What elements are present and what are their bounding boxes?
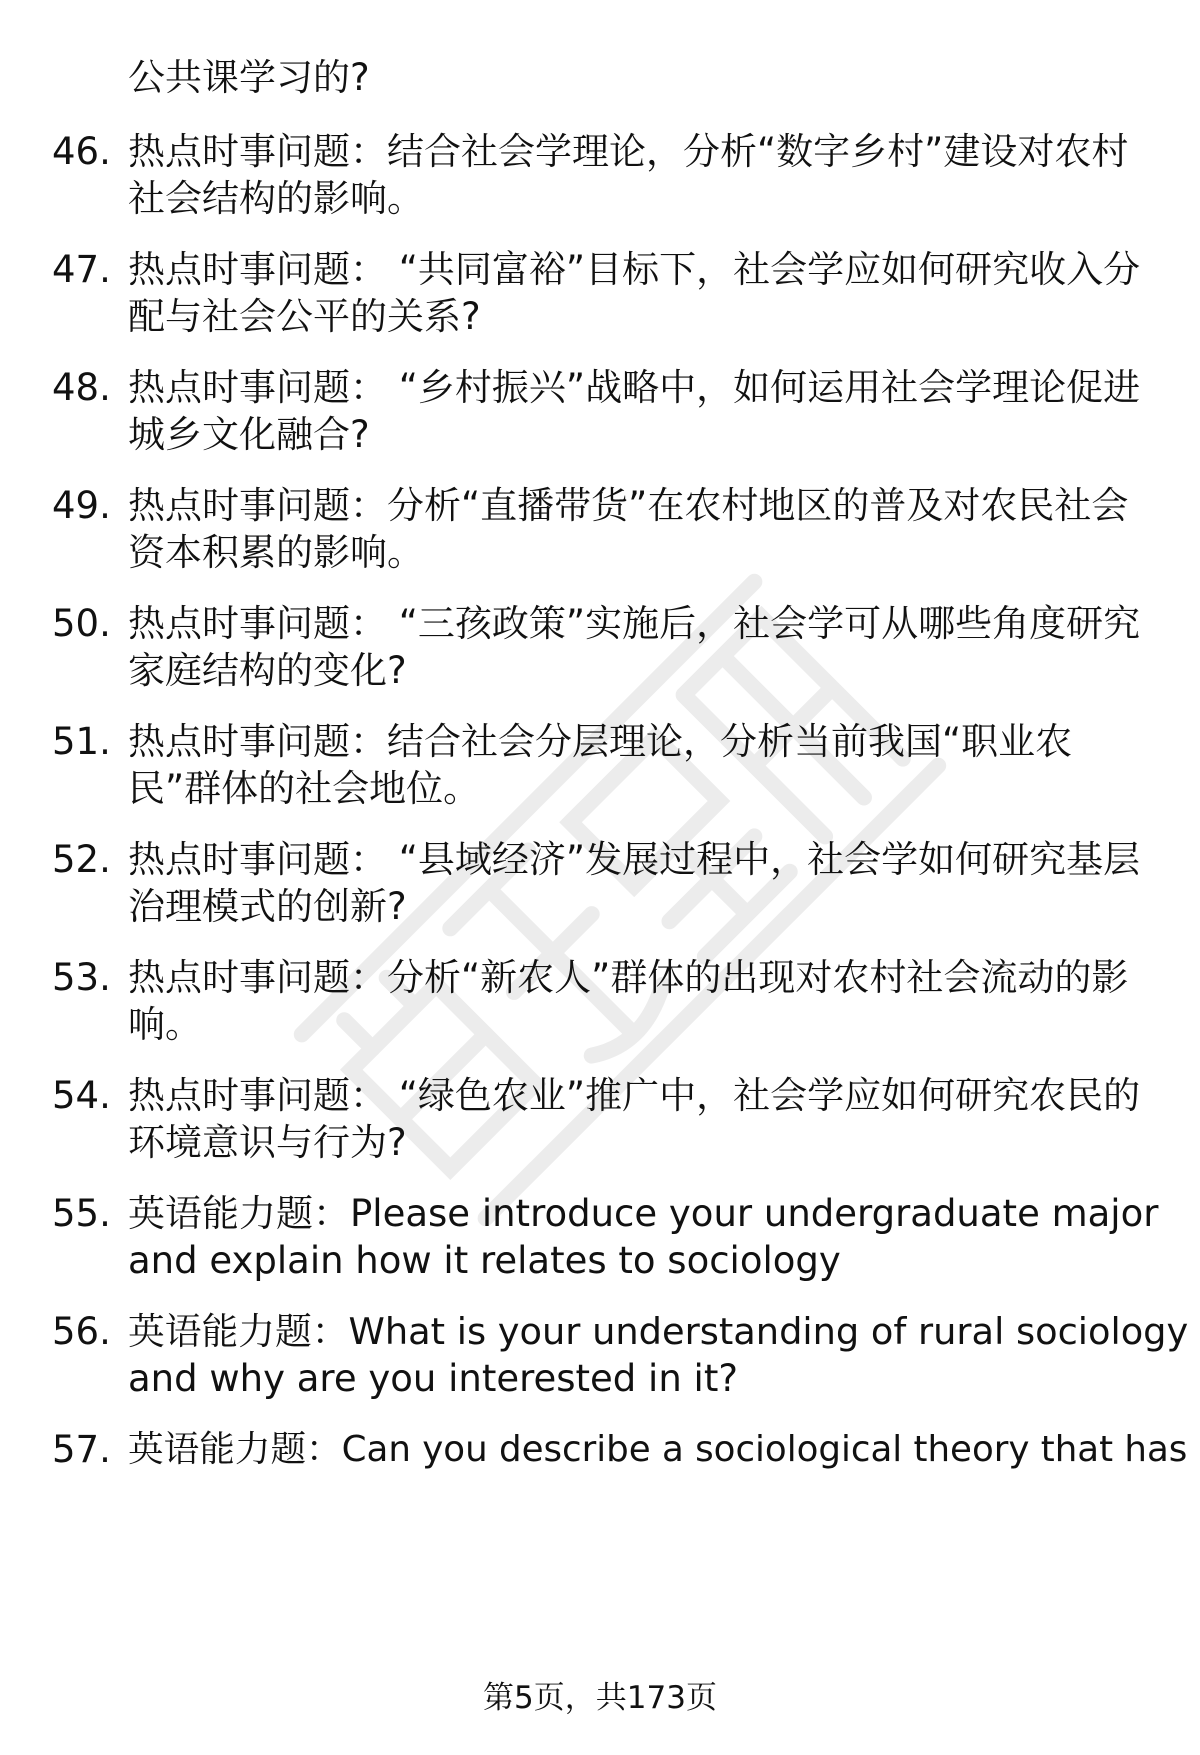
item-text-line1: 热点时事问题： “乡村振兴”战略中，如何运用社会学理论促进 [128, 366, 1141, 409]
page-footer: 第5页，共173页 [483, 1680, 717, 1716]
item-text-line1: 热点时事问题： “县域经济”发展过程中，社会学如何研究基层 [128, 838, 1141, 881]
item-text-line1: 热点时事问题：结合社会学理论，分析“数字乡村”建设对农村 [128, 130, 1129, 173]
item-text-line1: 热点时事问题： “三孩政策”实施后，社会学可从哪些角度研究 [128, 602, 1141, 645]
item-text-line2: 社会结构的影响。 [128, 177, 424, 220]
item-number: 55. [52, 1192, 111, 1235]
item-text-line2: and why are you interested in it? [128, 1357, 738, 1400]
item-text-line1: 热点时事问题：结合社会分层理论，分析当前我国“职业农 [128, 720, 1073, 763]
item-text-line1: 英语能力题：Can you describe a sociological theory that has [128, 1429, 1188, 1470]
item-number: 52. [52, 838, 111, 881]
item-text-line2: 响。 [128, 1003, 202, 1046]
item-text-line2: 资本积累的影响。 [128, 531, 424, 574]
item-text-line1: 热点时事问题：分析“新农人”群体的出现对农村社会流动的影 [128, 956, 1129, 999]
item-number: 56. [52, 1310, 111, 1353]
item-text-line2: 治理模式的创新? [128, 885, 407, 928]
item-text-line2: 环境意识与行为? [128, 1121, 407, 1164]
item-number: 49. [52, 484, 111, 527]
item-number: 50. [52, 602, 111, 645]
item-text-line1: 英语能力题：What is your understanding of rural sociology [128, 1310, 1189, 1353]
item-text-line2: 民”群体的社会地位。 [128, 767, 481, 810]
item-number: 48. [52, 366, 111, 409]
item-number: 57. [52, 1428, 111, 1471]
item-text-line2: 城乡文化融合? [128, 413, 370, 456]
item-text-line1: 热点时事问题：分析“直播带货”在农村地区的普及对农民社会 [128, 484, 1129, 527]
item-number: 46. [52, 130, 111, 173]
item-number: 51. [52, 720, 111, 763]
item-text-line1: 热点时事问题： “共同富裕”目标下，社会学应如何研究收入分 [128, 248, 1141, 291]
item-text-line2: and explain how it relates to sociology [128, 1239, 841, 1282]
item-text-line2: 配与社会公平的关系? [128, 295, 481, 338]
item-text-line1: 热点时事问题： “绿色农业”推广中，社会学应如何研究农民的 [128, 1074, 1141, 1117]
item-number: 47. [52, 248, 111, 291]
continuation-text: 公共课学习的? [128, 56, 370, 99]
item-text-line1: 英语能力题：Please introduce your undergraduate major [128, 1192, 1159, 1235]
item-text-line2: 家庭结构的变化? [128, 649, 407, 692]
item-number: 53. [52, 956, 111, 999]
item-number: 54. [52, 1074, 111, 1117]
